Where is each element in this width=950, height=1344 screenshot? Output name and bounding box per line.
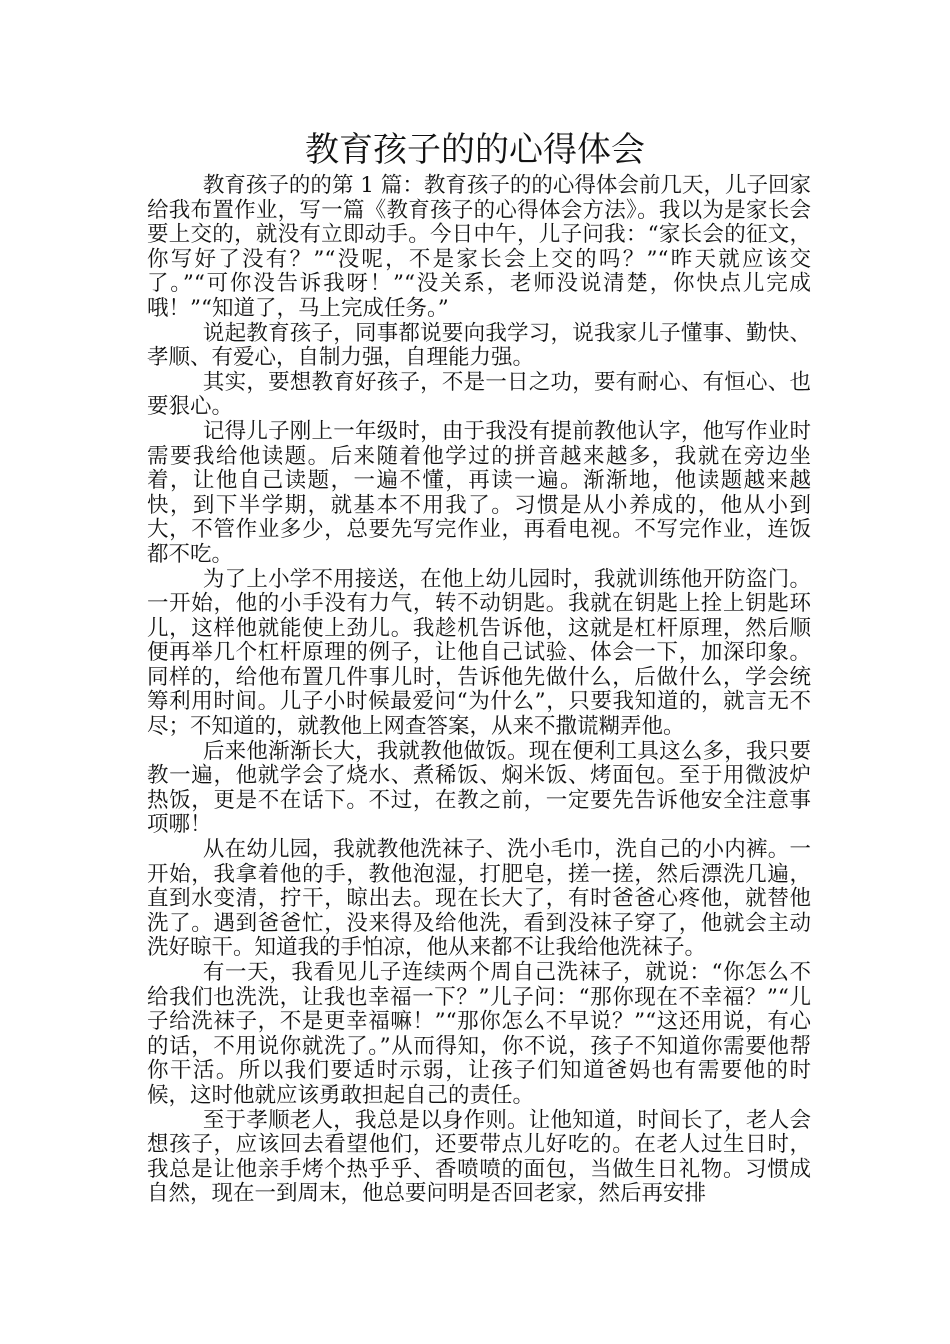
paragraph: 说起教育孩子，同事都说要向我学习，说我家儿子懂事、勤快、孝顺、有爱心，自制力强，自理能力强。 [147,320,811,371]
paragraph: 至于孝顺老人，我总是以身作则。让他知道，时间长了，老人会想孩子，应该回去看望他们，还要带点儿好吃的。在老人过生日时，我总是让他亲手烤个热乎乎、香喷喷的面包，当做生日礼物。习惯成自然，现在一到周末，他总要问明是否回老家，然后再安排 [147,1107,811,1207]
paragraph: 教育孩子的的第 1 篇：教育孩子的的心得体会前几天，儿子回家给我布置作业，写一篇《教育孩子的心得体会方法》。我以为是家长会要上交的，就没有立即动手。今日中午，儿子问我：“家长会的征文，你写好了没有？”“没呢，不是家长会上交的吗？”“昨天就应该交了。”“可你没告诉我呀！”“没关系，老师没说清楚，你快点儿完成哦！”“知道了，马上完成任务。” [147,173,811,321]
paragraph: 从在幼儿园，我就教他洗袜子、洗小毛巾，洗自己的小内裤。一开始，我拿着他的手，教他泡湿，打肥皂，搓一搓，然后漂洗几遍，直到水变清，拧干，晾出去。现在长大了，有时爸爸心疼他，就替他洗了。遇到爸爸忙，没来得及给他洗，看到没袜子穿了，他就会主动洗好晾干。知道我的手怕凉，他从来都不让我给他洗袜子。 [147,837,811,961]
paragraph: 其实，要想教育好孩子，不是一日之功，要有耐心、有恒心、也要狠心。 [147,369,811,420]
paragraph: 为了上小学不用接送，在他上幼儿园时，我就训练他开防盗门。一开始，他的小手没有力气，转不动钥匙。我就在钥匙上拴上钥匙环儿，这样他就能使上劲儿。我趁机告诉他，这就是杠杆原理，然后顺便再举几个杠杆原理的例子，让他自己试验、体会一下，加深印象。同样的，给他布置几件事儿时，告诉他先做什么，后做什么，学会统筹利用时间。儿子小时候最爱问“为什么”，只要我知道的，就言无不尽；不知道的，就教他上网查答案，从来不撒谎糊弄他。 [147,566,811,740]
paragraph: 有一天，我看见儿子连续两个周自己洗袜子，就说：“你怎么不给我们也洗洗，让我也幸福一下？”儿子问：“那你现在不幸福？”“儿子给洗袜子，不是更幸福嘛！”“那你怎么不早说？”“这还用说，有心的话，不用说你就洗了。”从而得知，你不说，孩子不知道你需要他帮你干活。所以我们要适时示弱，让孩子们知道爸妈也有需要他的时候，这时他就应该勇敢担起自己的责任。 [147,960,811,1108]
document-title: 教育孩子的的心得体会 [305,130,645,170]
paragraph: 记得儿子刚上一年级时，由于我没有提前教他认字，他写作业时需要我给他读题。后来随着他学过的拼音越来越多，我就在旁边坐着，让他自己读题，一遍不懂，再读一遍。渐渐地，他读题越来越快，到下半学期，就基本不用我了。习惯是从小养成的，他从小到大，不管作业多少，总要先写完作业，再看电视。不写完作业，连饭都不吃。 [147,418,811,567]
paragraph: 后来他渐渐长大，我就教他做饭。现在便利工具这么多，我只要教一遍，他就学会了烧水、煮稀饭、焖米饭、烤面包。至于用微波炉热饭，更是不在话下。不过，在教之前，一定要先告诉他安全注意事项哪！ [147,738,811,838]
document-body [147,174,811,1207]
